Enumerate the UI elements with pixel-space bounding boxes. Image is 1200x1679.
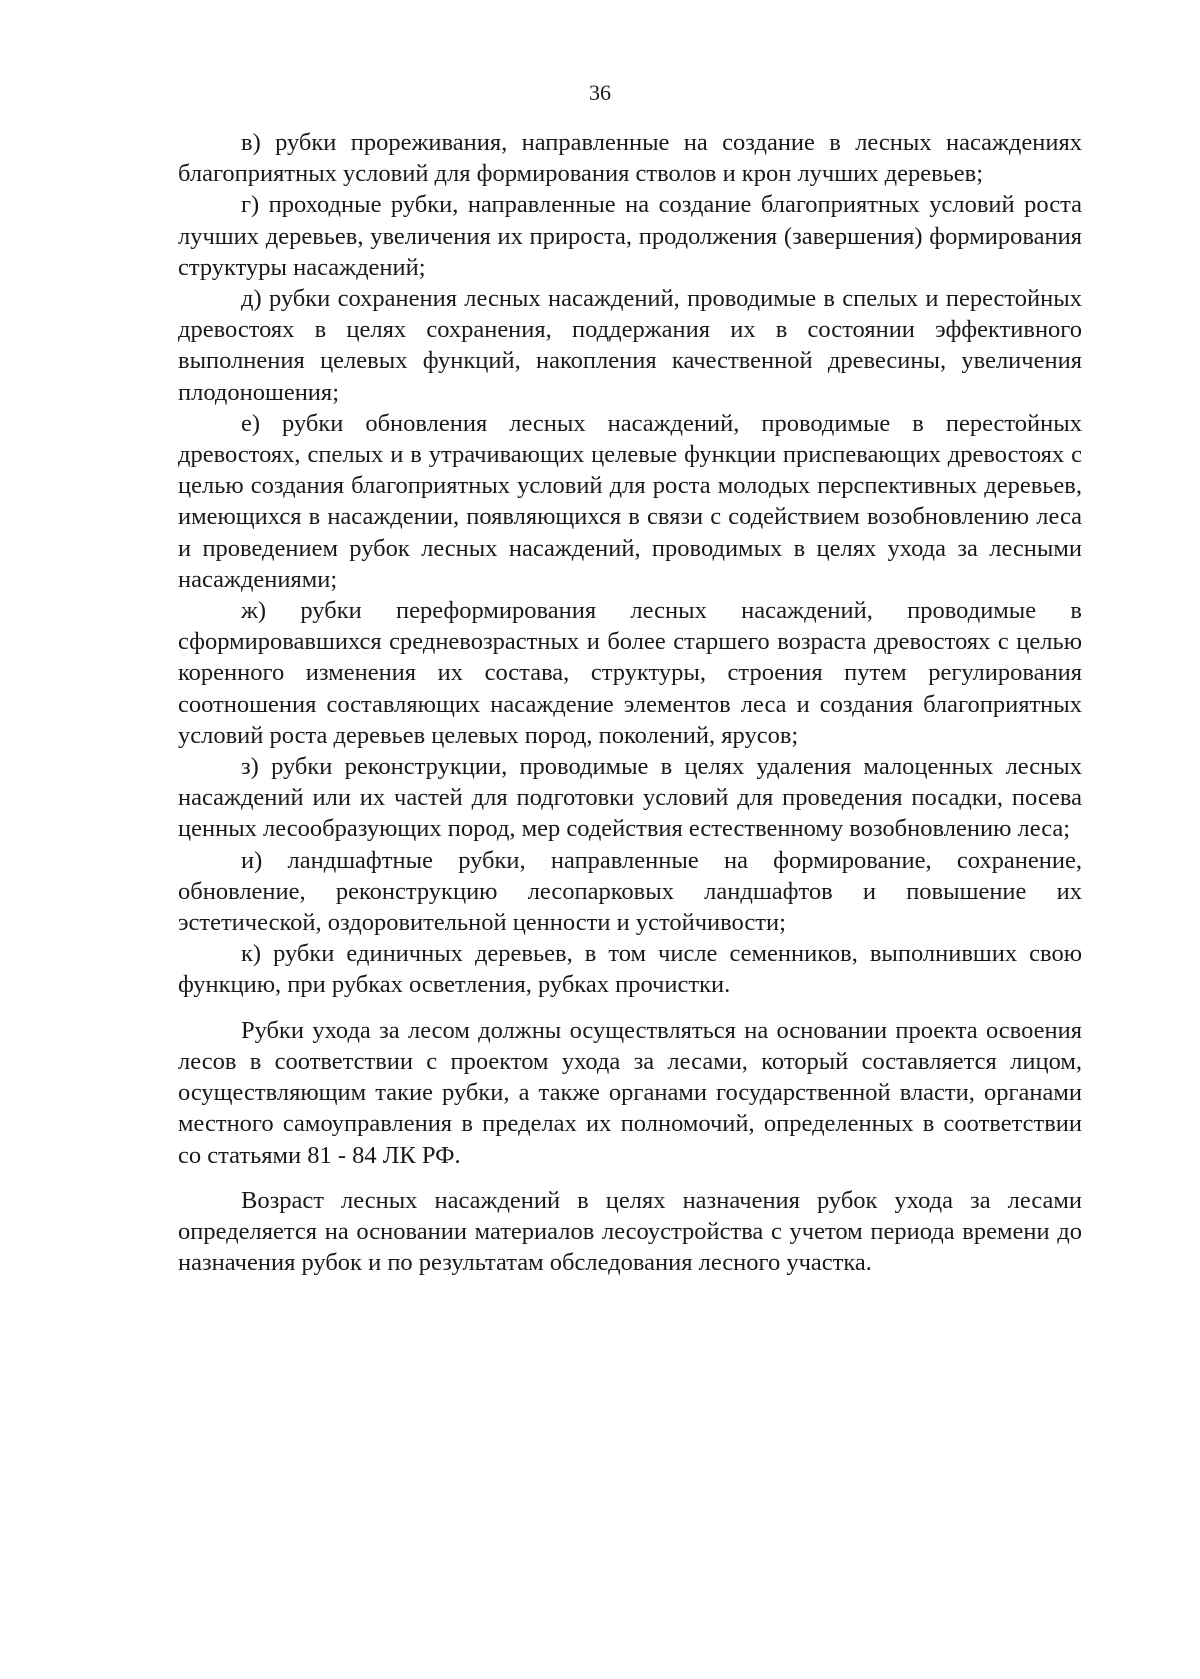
paragraph-stand-age: Возраст лесных насаждений в целях назначения рубок ухода за лесами определяется на основании материалов лесоустройства с учетом периода времени до назначения рубок и по результатам обследования лесного участка. (178, 1186, 1082, 1277)
paragraph-e: е) рубки обновления лесных насаждений, проводимые в перестойных древостоях, спелых и в утрачивающих целевые функции приспевающих древостоях с целью создания благоприятных условий для роста молодых перспективных деревьев, имеющихся в насаждении, появляющихся в связи с содействием возобновлению леса и проведением рубок лесных насаждений, проводимых в целях ухода за лесными насаждениями; (178, 409, 1082, 593)
paragraph-thinning-basis: Рубки ухода за лесом должны осуществляться на основании проекта освоения лесов в соответствии с проектом ухода за лесами, который составляется лицом, осуществляющим такие рубки, а также органами государственной власти, органами местного самоуправления в пределах их полномочий, определенных в соответствии со статьями 81 - 84 ЛК РФ. (178, 1016, 1082, 1169)
page-number: 36 (589, 80, 611, 105)
paragraph-k: к) рубки единичных деревьев, в том числе семенников, выполнивших свою функцию, при рубках осветления, рубках прочистки. (178, 940, 1082, 999)
paragraph-i: и) ландшафтные рубки, направленные на формирование, сохранение, обновление, реконструкцию лесопарковых ландшафтов и повышение их эстетической, оздоровительной ценности и устойчивости; (178, 846, 1082, 937)
paragraph-g: г) проходные рубки, направленные на создание благоприятных условий роста лучших деревьев, увеличения их прироста, продолжения (завершения) формирования структуры насаждений; (178, 191, 1082, 281)
paragraph-z: з) рубки реконструкции, проводимые в целях удаления малоценных лесных насаждений или их частей для подготовки условий для проведения посадки, посева ценных лесообразующих пород, мер содействия естественному возобновлению леса; (178, 753, 1082, 843)
document-body (178, 127, 1082, 1278)
paragraph-v: в) рубки прореживания, направленные на создание в лесных насаждениях благоприятных условий для формирования стволов и крон лучших деревьев; (178, 129, 1082, 188)
paragraph-d: д) рубки сохранения лесных насаждений, проводимые в спелых и перестойных древостоях в целях сохранения, поддержания их в состоянии эффективного выполнения целевых функций, накопления качественной древесины, увеличения плодоношения; (178, 285, 1082, 406)
paragraph-zh: ж) рубки переформирования лесных насаждений, проводимые в сформировавшихся средневозрастных и более старшего возраста древостоях с целью коренного изменения их состава, структуры, строения путем регулирования соотношения составляющих насаждение элементов леса и создания благоприятных условий роста деревьев целевых пород, поколений, ярусов; (178, 597, 1082, 749)
